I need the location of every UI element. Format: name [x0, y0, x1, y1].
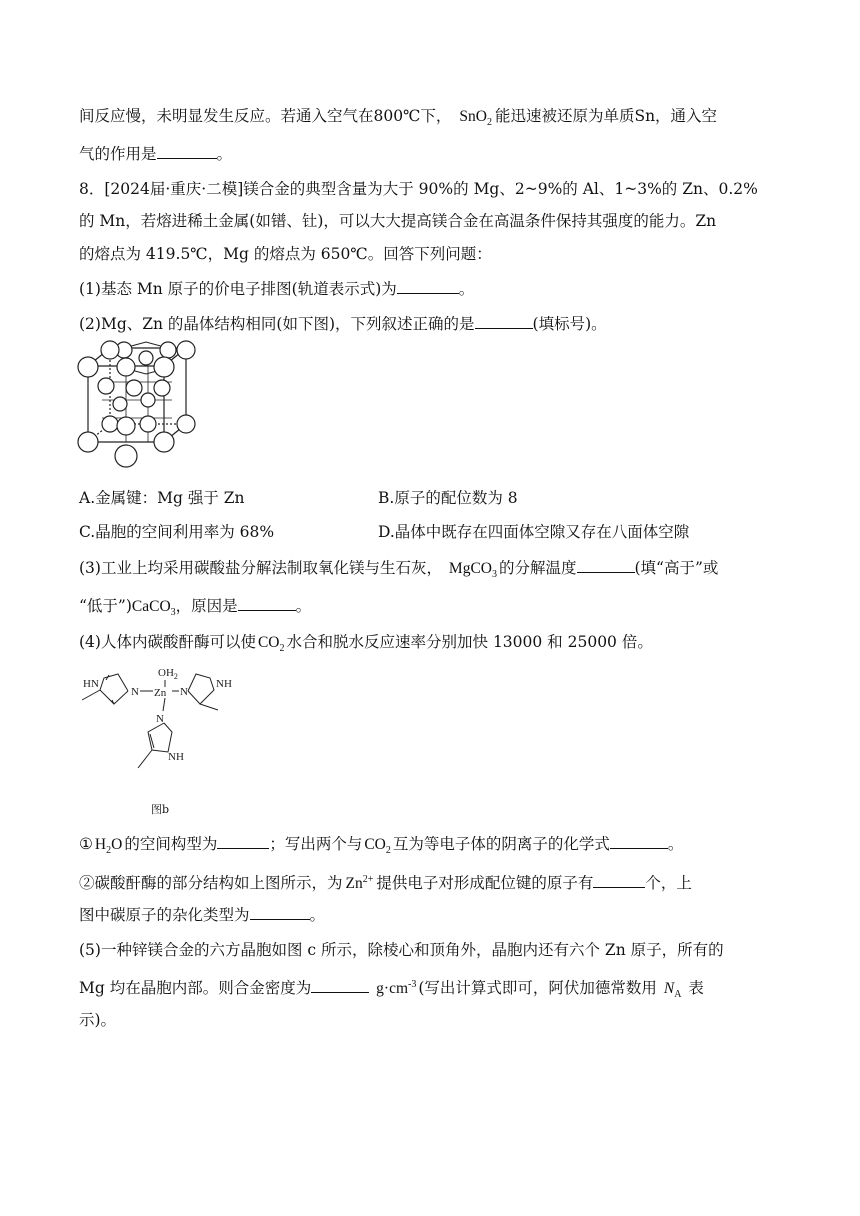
option-d[interactable]: D.晶体中既存在四面体空隙又存在八面体空隙	[378, 523, 690, 541]
formula-subscript: 3	[491, 569, 497, 581]
answer-blank[interactable]	[397, 279, 459, 294]
formula-text: CO	[364, 836, 386, 853]
figure-caption: 图b	[151, 803, 170, 816]
text-segment: 的空间构型为	[124, 835, 218, 853]
text-segment: 。	[216, 145, 233, 163]
subquestion-4-part-1	[79, 834, 683, 861]
text-segment: 气的作用是	[79, 145, 157, 163]
formula-text: N	[663, 980, 675, 998]
text-segment: ，原因是	[175, 597, 238, 615]
text-line-11	[79, 596, 311, 623]
answer-blank[interactable]	[311, 978, 369, 993]
formula-subscript: 3	[170, 607, 176, 619]
text-segment: 个，上	[645, 874, 692, 893]
subquestion-4	[79, 632, 653, 659]
ion-zn2plus	[346, 875, 374, 892]
formula-co2	[364, 836, 391, 857]
formula-text: CO	[257, 634, 280, 651]
answer-blank[interactable]	[593, 873, 645, 888]
text-segment: 提供电子对形成配位键的原子有	[376, 874, 594, 893]
formula-co2	[257, 634, 285, 655]
label-hn-left: HN	[83, 678, 99, 690]
text-segment: 的分解温度	[498, 559, 577, 577]
crystal-structure-figure	[76, 338, 216, 472]
text-segment: 图中碳原子的杂化类型为	[79, 906, 250, 924]
subquestion-3	[79, 558, 718, 585]
text-line-15	[79, 905, 325, 925]
text-segment: (写出计算式即可，阿伏加德常数用	[418, 979, 657, 998]
answer-blank[interactable]	[238, 596, 296, 611]
formula-caco3	[131, 598, 176, 619]
label-oh2: $OH_2$	[158, 667, 178, 681]
formula-text: Zn	[345, 875, 363, 893]
text-segment: Mg 均在晶胞内部。则合金密度为	[79, 979, 312, 998]
label-n-right: N	[180, 686, 188, 698]
text-segment: 。	[295, 597, 312, 615]
text-line-2	[79, 144, 232, 164]
formula-sno2	[459, 108, 492, 129]
formula-text: O	[111, 836, 123, 853]
formula-subscript: 2	[279, 643, 285, 655]
formula-text: MgCO	[448, 560, 492, 577]
text-line-18: 示)。	[79, 1011, 117, 1029]
text-line-17	[79, 975, 704, 1005]
label-nh-bottom: NH	[168, 751, 184, 763]
subquestion-5: (5)一种锌镁合金的六方晶胞如图 c 所示，除棱心和顶角外，晶胞内还有六个 Zn 原子，所有的	[79, 941, 724, 959]
formula-text: SnO	[459, 108, 487, 125]
text-line-1	[79, 106, 717, 133]
text-segment: 水合和脱水反应速率分别加快 13000 和 25000 倍。	[286, 633, 653, 651]
text-segment: 。	[309, 906, 326, 924]
option-c[interactable]: C.晶胞的空间利用率为 68%	[79, 523, 275, 541]
text-segment: “低于”)	[79, 597, 132, 615]
text-segment: (3)工业上均采用碳酸盐分解法制取氧化镁与生石灰，	[79, 559, 442, 577]
text-segment: (2)Mg、Zn 的晶体结构相同(如下图)，下列叙述正确的是	[79, 315, 475, 333]
text-segment: ②碳酸酐酶的部分结构如上图所示，为	[79, 874, 343, 893]
formula-text: H	[94, 836, 107, 853]
text-segment: (填标号)。	[532, 315, 607, 333]
text-segment: 。	[458, 280, 475, 298]
formula-mgco3	[448, 560, 497, 581]
answer-blank[interactable]	[157, 144, 217, 159]
text-line-5: 的熔点为 419.5℃，Mg 的熔点为 650℃。回答下列问题：	[79, 245, 492, 263]
label-n-left: N	[131, 686, 139, 698]
formula-subscript: 2	[106, 845, 112, 857]
label-zn: Zn	[154, 687, 167, 699]
carbonic-anhydrase-structure-figure	[76, 660, 246, 790]
answer-blank[interactable]	[577, 558, 635, 573]
formula-subscript: 2	[385, 845, 391, 857]
formula-h2o	[94, 836, 123, 857]
text-segment: 能迅速被还原为单质Sn，通入空	[494, 107, 718, 125]
text-segment: 表	[688, 979, 704, 998]
text-segment: (1)基态 Mn 原子的价电子排图(轨道表示式)为	[79, 280, 397, 298]
text-segment: ①	[79, 835, 93, 853]
density-unit	[376, 980, 416, 997]
label-nh-right: NH	[216, 678, 232, 690]
formula-superscript: -3	[408, 979, 417, 990]
text-segment: 。	[667, 835, 684, 853]
subquestion-1	[79, 279, 474, 299]
avogadro-symbol	[663, 980, 682, 1001]
text-segment: 互为等电子体的阴离子的化学式	[392, 835, 610, 853]
text-line-4: 的 Mn，若熔进稀土金属(如镨、钍)，可以大大提高镁合金在高温条件保持其强度的能力。Zn	[79, 212, 717, 230]
formula-text: CaCO	[131, 598, 171, 615]
label-n-bottom: N	[156, 713, 164, 725]
text-segment: (填“高于”或	[634, 559, 719, 577]
formula-subscript: A	[674, 989, 682, 1001]
answer-blank[interactable]	[217, 834, 269, 849]
formula-subscript: 2	[486, 117, 492, 129]
answer-blank[interactable]	[475, 314, 533, 329]
option-a[interactable]: A.金属键：Mg 强于 Zn	[79, 489, 245, 507]
subquestion-4-part-2	[79, 870, 692, 894]
answer-blank[interactable]	[610, 834, 668, 849]
answer-blank[interactable]	[250, 905, 310, 920]
option-b[interactable]: B.原子的配位数为 8	[378, 489, 518, 507]
text-segment: ；写出两个与	[269, 835, 363, 853]
text-segment: 间反应慢，未明显发生反应。若通入空气在800℃下，	[79, 107, 452, 125]
formula-text: g·cm	[376, 980, 409, 998]
subquestion-2	[79, 314, 607, 334]
question-8-header: 8．[2024届·重庆·二模]镁合金的典型含量为大于 90%的 Mg、2~9%的 Al、1~3%的 Zn、0.2%	[79, 180, 758, 198]
formula-superscript: 2+	[362, 874, 374, 885]
text-segment: (4)人体内碳酸酐酶可以使	[79, 633, 256, 651]
